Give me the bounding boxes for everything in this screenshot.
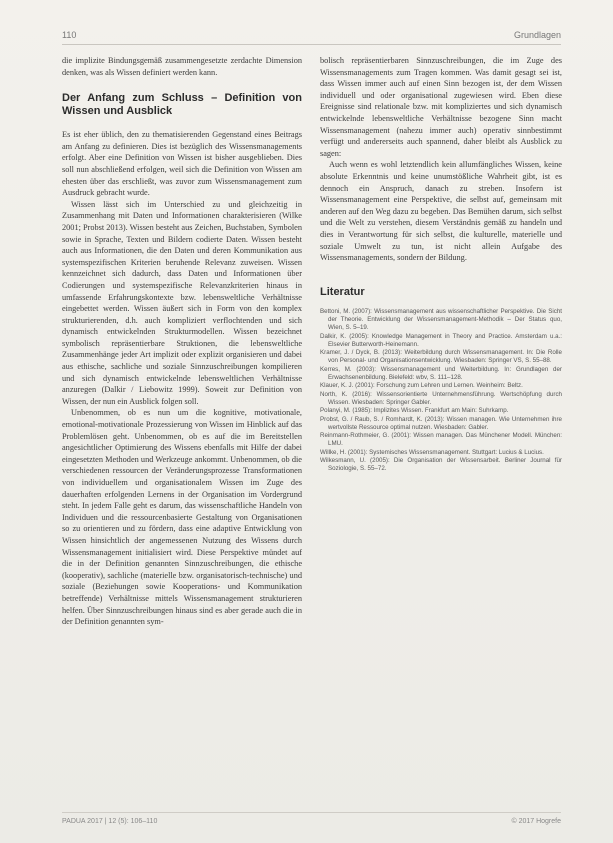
publisher-mark: © 2017 Hogrefe [511,818,561,825]
reference-item: North, K. (2016): Wissensorientierte Unternehmensführung. Wertschöpfung durch Wissen. Wiesbaden: Springer Gabler. [320,390,562,406]
journal-citation: PADUA 2017 | 12 (5): 106–110 [62,818,158,825]
header-rule [62,44,561,45]
running-header: Grundlagen [513,30,561,40]
reference-item: Dalkir, K. (2005): Knowledge Management in Theory and Practice. Amsterdam u.a.: Elsevier Butterworth-Heinemann. [320,332,562,348]
reference-item: Wilkesmann, U. (2005): Die Organisation der Wissensarbeit. Berliner Journal für Soziologie, S. 55–72. [320,457,562,473]
reference-item: Bettoni, M. (2007): Wissensmanagement aus wissenschaftlicher Perspektive. Die Sicht der Theorie. Entwicklung der Wissensmanagement-Methodik – Der Status quo, Wien, S. 5–19. [320,307,562,332]
paragraph: Es ist eher üblich, den zu thematisierenden Gegenstand eines Beitrags am Anfang zu definieren. Dies ist bezüglich des Wissensmanagements erfolgt. Aber eine Definition von Wissen ist bisher ausgeblieben. Dies soll nun abschließend erfolgen, weil sich die Definition von Wissen am ehesten über das erschließt, was zuvor zum Wissensmanagement zum Ausdruck gebracht wurde. [62,130,302,198]
paragraph: Unbenommen, ob es nun um die kognitive, motivationale, emotional-motivationale Prozessierung von Wissen im Hinblick auf das Problemlösen geht. Unbenommen, ob es auf die im Bereitstellen angesichtlicher Optimierung des Wissens ebenfalls mit Hilfe der dabei eingesetzten Methoden und Werkzeuge ankommt. Unbenommen, ob die verschiedenen ressourcen der Veränderungsprozesse Transformationen von individuellem und organisationalem Wissen im Zuge des dauerhaften erfolgenden Lernens in der Organisation im Vordergrund steht. In jedem Falle geht es darum, das wissenschaftliche Handeln von Individuen und die ressourcenbasierte Gestaltung von Organisationen so zu orientieren und zu fördern, dass eine adaptive Entwicklung von Wissen hinsichtlich der angemessenen Nutzung des Wissens durch Wissensmanagement initialisiert wird. Diese Perspektive mündet auf die in der Definition genannten Sinnzuschreibungen, die ethische (kooperativ), sachliche (materielle bzw. organisatorisch-technische) und soziale (Beziehungen sowie Kooperations- und Kommunikation betreffende) Verhältnisse mittels Wissensmanagement strukturieren helfen. Über Sinnzuschreibungen hinaus sind es aber gerade auch die in der Definition genannten sym- [62,408,302,627]
section-heading: Der Anfang zum Schluss – Definition von Wissen und Ausblick [62,92,302,118]
reference-list [320,308,562,474]
paragraph: die implizite Bindungsgemäß zusammengesetzte zerdachte Dimension denken, was als Wissen definiert werden kann. [62,56,302,77]
reference-item: Reinmann-Rothmeier, G. (2001): Wissen managen. Das Münchener Modell. München: LMU. [320,432,562,448]
reference-item: Klauer, K. J. (2001): Forschung zum Lehren und Lernen. Weinheim: Beltz. [320,382,523,390]
literature-heading: Literatur [320,285,365,298]
right-column [320,55,562,474]
left-column [62,55,302,628]
paragraph: bolisch repräsentierbaren Sinnzuschreibungen, die im Zuge des Wissensmanagements zum Tragen kommen. Was damit gesagt sei ist, dass Wissen immer auch auf einen Sinn bezogen ist, der dem Wissen individuell und oder organisational zugewiesen wird. Eben diese Ereignisse sind relationale bzw. mit kompliziertes und sich dynamisch entwickelnde lebensweltliche Verhältnisse bezogene Sinn macht Wissensmanagement (nahezu immer auch) operativ sinnbestimmt verfügt und andererseits auch spannend, daher bleibt als Ausblick zu sagen: [320,56,562,158]
page-number: 110 [62,30,77,40]
footer-rule [62,812,561,813]
reference-item: Polanyi, M. (1985): Implizites Wissen. Frankfurt am Main: Suhrkamp. [320,407,509,415]
paragraph: Auch wenn es wohl letztendlich kein allumfängliches Wissen, keine absolute Erkenntnis und keine unumstößliche Wahrheit gibt, ist es dennoch ein Anspruch, danach zu streben. Insofern ist Wissensmanagement eine Perspektive, die selbst auf, gemeinsam mit anderen auf den Weg dazu zu begeben. Das Bemühen darum, sich selbst und die Welt zu verstehen, diesem Verständnis gemäß zu handeln und dies in Verantwortung für sich selbst, die kulturelle, materielle und soziale Umwelt zu tun, ist nicht allein Aufgabe des Wissensmanagements, sondern der Bildung. [320,160,562,263]
reference-item: Kerres, M. (2003): Wissensmanagement und Weiterbildung. In: Grundlagen der Erwachsenenbildung. Bielefeld: wbv, S. 111–128. [320,365,562,382]
reference-item: Willke, H. (2001): Systemisches Wissensmanagement. Stuttgart: Lucius & Lucius. [320,448,544,456]
reference-item: Kramer, J. / Dyck, B. (2013): Weiterbildung durch Wissensmanagement. In: Die Rolle von Personal- und Organisationsentwicklung. Wiesbaden: Springer VS, S. 55–88. [320,349,562,365]
paragraph: Wissen lässt sich im Unterschied zu und gleichzeitig in Zusammenhang mit Daten und Informationen charakterisieren (Wilke 2001; Probst 2013). Wissen besteht aus Zeichen, Buchstaben, Symbolen sowie in Sprache, Texten und Bildern codierte Daten. Wissen besteht auch aus Informationen, die den Daten und deren Kommunikation aus systemspezifischen Kriterien beruhende Relevanz zuweisen. Wissen kennzeichnet sich dadurch, dass Daten und Informationen über Codierungen und systemspezifische Relevanzkriterien hinaus in umfassende Erfahrungskontexte bzw. lebensweltliche Verhältnisse eingebettet werden. Wissen äußert sich in Form von den komplex strukturierenden, d.h. auch kompliziert verflochtenden und sich dynamisch entwickelnden Strukturmodellen. Wissen bezeichnet symbolisch repräsentierbare Struktionen, die lebensweltliche Zusammenhänge jeder Art implizit oder explizit organisieren und dabei aus ethische, sachliche und soziale Sinnzuschreibungen kompilieren und sich dynamisch entwickelnde lebensweltlichen Verhältnisse anzuregen (Dalkir / Liebowitz 1999). Soweit zur Definition von Wissen, der nun ein Ausblick folgen soll. [62,199,302,406]
reference-item: Probst, G. / Raub, S. / Romhardt, K. (2013): Wissen managen. Wie Unternehmen ihre wertvollste Ressource optimal nutzen. Wiesbaden: Gabler. [320,415,562,431]
